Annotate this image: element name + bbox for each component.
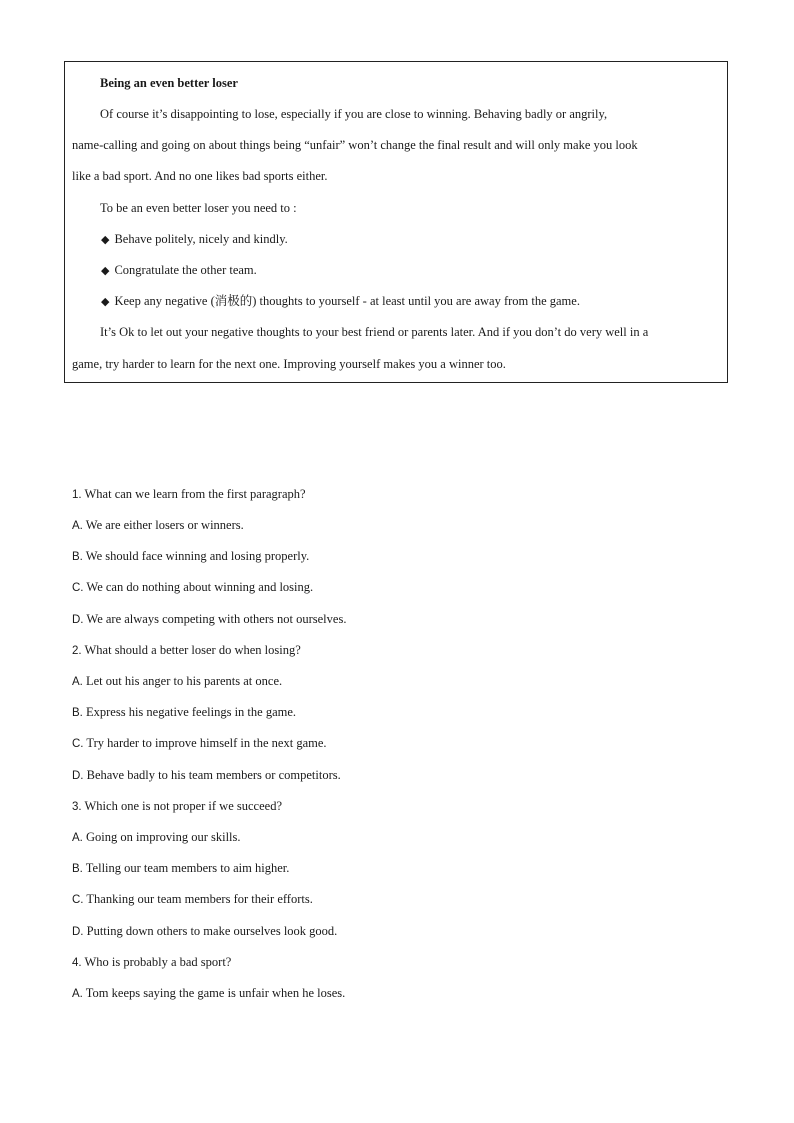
option-text: Try harder to improve himself in the next game. [86,736,327,750]
option-text: Let out his anger to his parents at once. [86,674,283,688]
question-2-option-b [72,704,296,721]
question-2-option-d [72,767,341,784]
option-letter: B. [72,707,83,719]
option-letter: A. [72,988,83,1000]
question-1-option-a [72,517,244,534]
question-number: 3. [72,801,82,813]
question-4-stem [72,954,231,971]
reading-passage-box [64,61,728,383]
diamond-bullet-icon: ◆ [101,233,110,246]
option-letter: C. [72,738,84,750]
option-letter: B. [72,863,83,875]
option-letter: A. [72,676,83,688]
option-text: Putting down others to make ourselves look good. [86,924,338,938]
question-number: 2. [72,645,82,657]
option-letter: D. [72,614,84,626]
bullet-text: Behave politely, nicely and kindly. [114,232,288,246]
option-text: We are either losers or winners. [85,518,244,532]
option-letter: D. [72,926,84,938]
passage-paragraph-1-line-1: Of course it’s disappointing to lose, especially if you are close to winning. Behaving badly or angrily, [100,107,608,121]
question-3-option-c [72,891,313,908]
question-1-stem [72,486,306,503]
question-3-option-b [72,860,289,877]
question-3-stem [72,798,282,815]
option-text: We should face winning and losing properly. [85,549,310,563]
question-text: What should a better loser do when losing? [84,643,301,657]
question-2-option-c [72,735,327,752]
question-text: Which one is not proper if we succeed? [84,799,282,813]
option-text: Express his negative feelings in the game. [86,705,297,719]
option-text: We can do nothing about winning and losing. [86,580,314,594]
passage-paragraph-2-line-1: It’s Ok to let out your negative thoughts to your best friend or parents later. And if you don’t do very well in a [100,325,649,339]
question-2-stem [72,642,301,659]
question-text: Who is probably a bad sport? [84,955,232,969]
option-text: Thanking our team members for their efforts. [86,892,313,906]
option-text: We are always competing with others not ourselves. [86,612,347,626]
option-text: Tom keeps saying the game is unfair when he loses. [85,986,346,1000]
question-1-option-b [72,548,309,565]
question-4-option-a [72,985,345,1002]
option-letter: A. [72,520,83,532]
passage-paragraph-1-line-3: like a bad sport. And no one likes bad sports either. [72,169,328,183]
passage-paragraph-1-line-2: name-calling and going on about things being “unfair” won’t change the final result and will only make you look [72,138,638,152]
question-text: What can we learn from the first paragraph? [84,487,306,501]
option-letter: C. [72,894,84,906]
question-3-option-d [72,923,337,940]
option-letter: A. [72,832,83,844]
question-1-option-d [72,611,346,628]
bullet-text: Keep any negative (消极的) thoughts to yourself - at least until you are away from the game. [114,294,580,308]
question-2-option-a [72,673,282,690]
option-text: Going on improving our skills. [86,830,241,844]
bullet-item [101,231,288,248]
passage-paragraph-2-line-2: game, try harder to learn for the next one. Improving yourself makes you a winner too. [72,357,506,371]
option-letter: B. [72,551,83,563]
option-text: Behave badly to his team members or competitors. [86,768,341,782]
option-text: Telling our team members to aim higher. [85,861,290,875]
bullet-item [101,262,257,279]
diamond-bullet-icon: ◆ [101,264,110,277]
question-number: 4. [72,957,82,969]
passage-intro-line: To be an even better loser you need to : [100,201,297,215]
option-letter: C. [72,582,84,594]
option-letter: D. [72,770,84,782]
question-1-option-c [72,579,313,596]
bullet-item [101,293,580,310]
question-number: 1. [72,489,82,501]
passage-title: Being an even better loser [100,76,238,90]
question-3-option-a [72,829,241,846]
diamond-bullet-icon: ◆ [101,295,110,308]
bullet-text: Congratulate the other team. [114,263,257,277]
